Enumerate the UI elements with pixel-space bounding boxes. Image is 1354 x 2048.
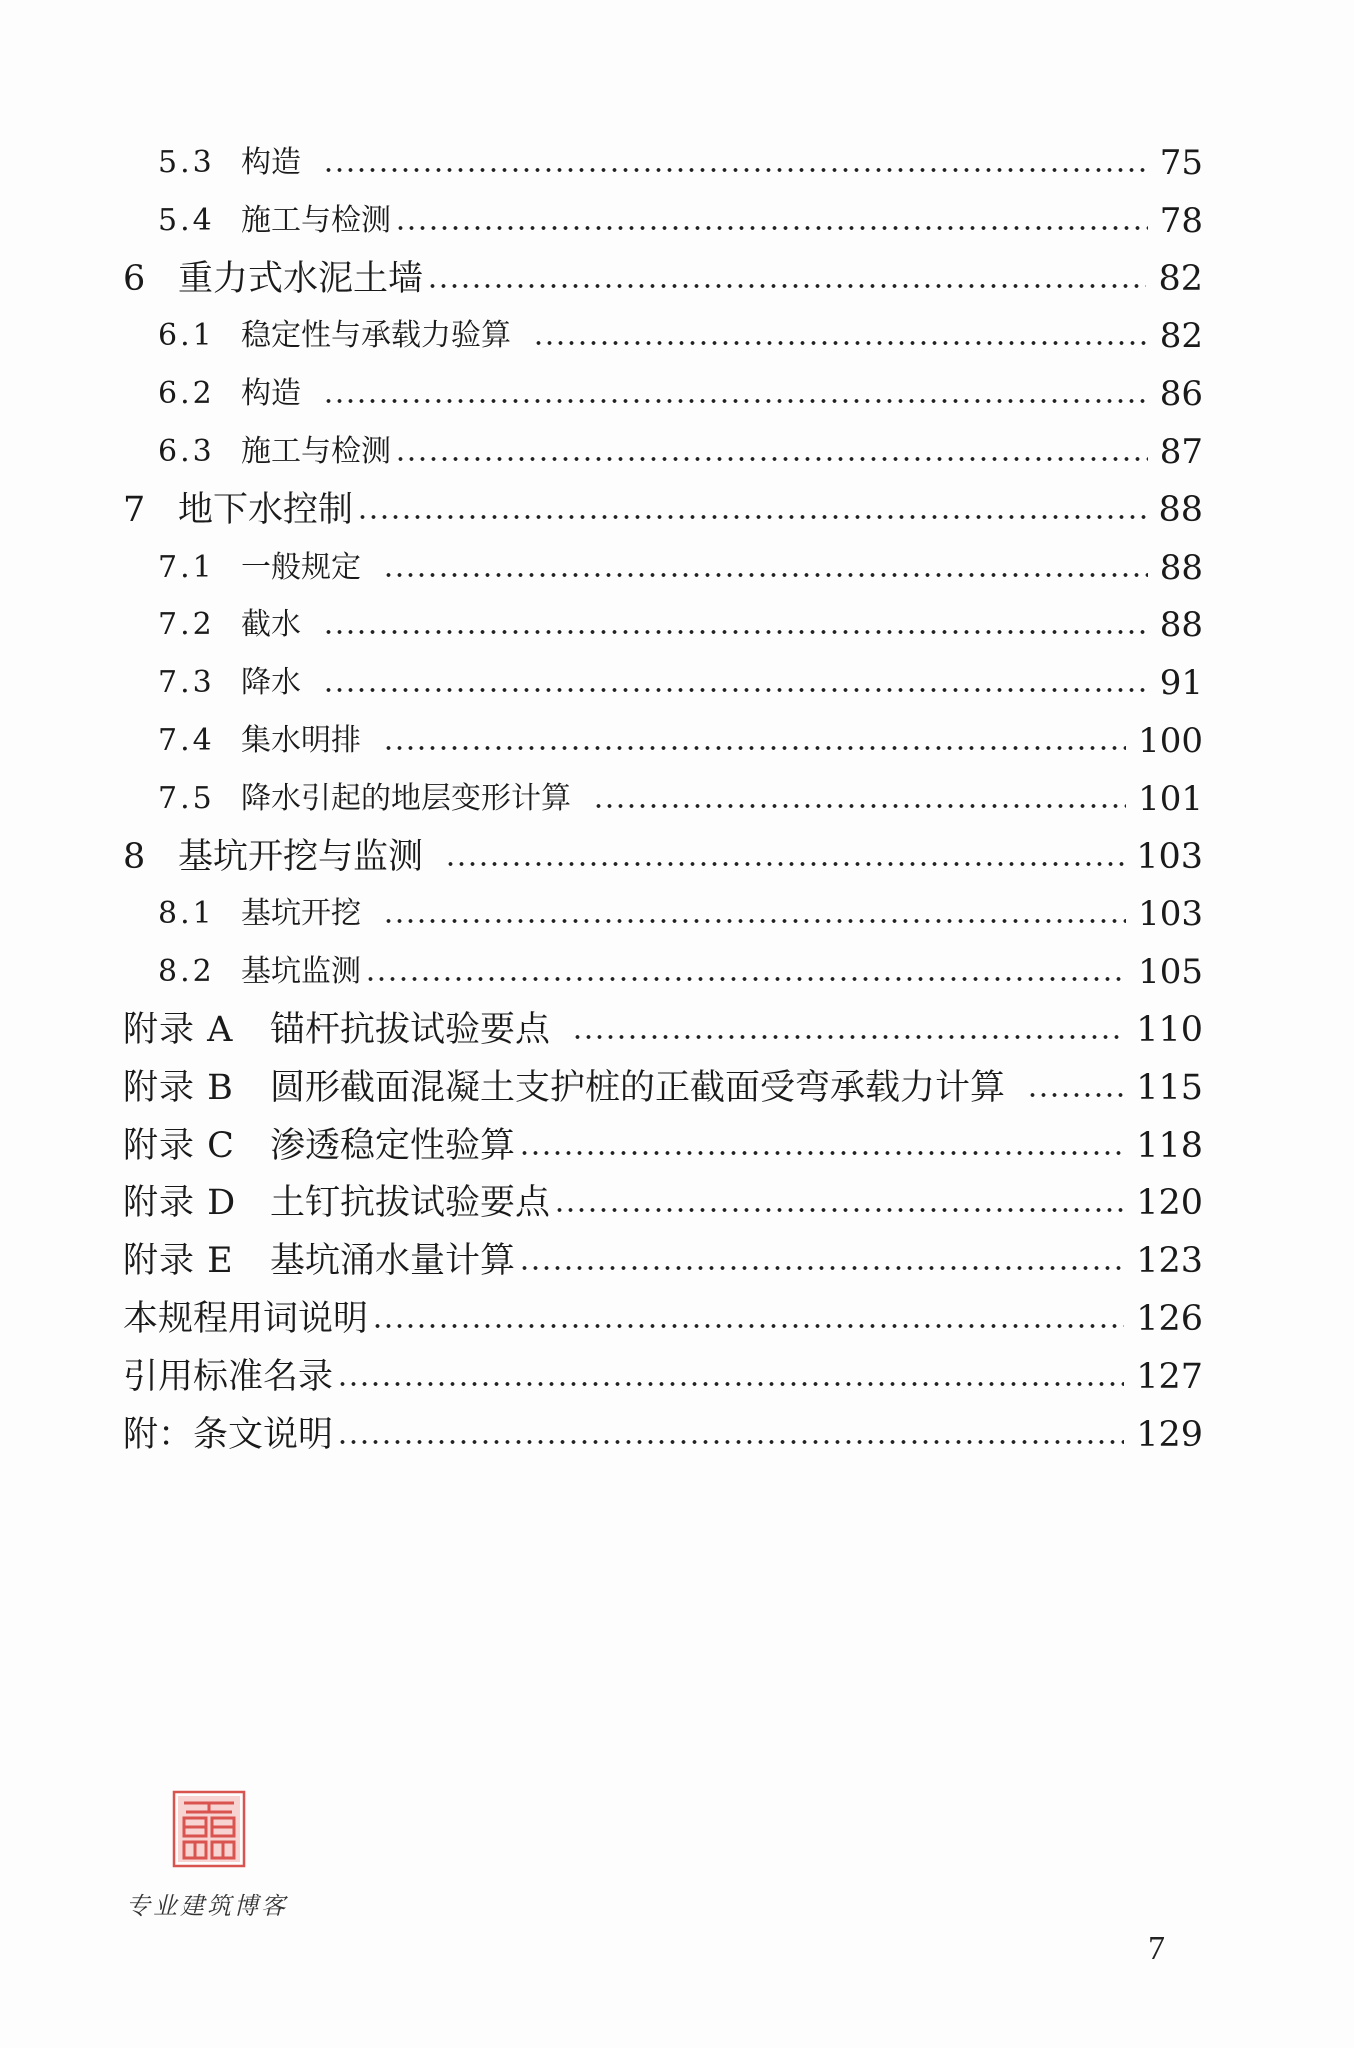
toc-entry-title: 降水引起的地层变形计算 [241,780,571,816]
toc-entry-page: 101 [1138,778,1203,819]
toc-entry-number: 5.3 [158,145,215,180]
toc-entry-page: 118 [1136,1125,1203,1166]
toc-entry-title: 附：条文说明 [123,1414,334,1455]
toc-entry-title: 重力式水泥土墙 [178,258,424,299]
toc-entry-title: 稳定性与承载力验算 [241,318,511,354]
toc-entry[interactable] [0,1409,1354,1461]
toc-entry-page: 126 [1136,1299,1203,1339]
toc-entry[interactable] [0,1293,1354,1345]
toc-entry-number: 5.4 [158,202,215,238]
toc-entry[interactable] [0,888,1354,940]
toc-dot-leader [337,1382,1124,1386]
toc-entry-number: 7.4 [158,723,215,758]
toc-entry-page: 88 [1159,605,1203,646]
toc-dot-leader [323,168,1148,172]
toc-entry-page: 82 [1159,316,1203,357]
toc-entry-page: 115 [1136,1067,1203,1108]
toc-dot-leader [395,457,1148,461]
toc-entry-page: 78 [1159,200,1203,241]
toc-entry-title: 构造 [241,376,301,412]
toc-entry[interactable] [0,1177,1354,1229]
toc-entry[interactable] [0,253,1354,305]
toc-entry-page: 120 [1136,1183,1203,1224]
toc-entry-title: 基坑监测 [241,954,361,990]
toc-entry-number: 附录 B [123,1067,234,1108]
toc-entry[interactable] [0,1120,1354,1172]
toc-entry-number: 6.1 [158,318,215,354]
toc-entry-number: 7.1 [158,549,215,585]
toc-entry-page: 129 [1136,1414,1203,1455]
toc-entry-number: 6.3 [158,434,215,469]
toc-entry[interactable] [0,426,1354,478]
toc-dot-leader [445,862,1124,866]
toc-entry-title: 锚杆抗拔试验要点 [270,1010,551,1050]
toc-entry-title: 基坑开挖 [241,896,361,932]
toc-entry[interactable] [0,137,1354,189]
toc-dot-leader [519,1266,1124,1270]
watermark [126,1790,296,1940]
toc-dot-leader [357,515,1146,519]
toc-entry-page: 123 [1136,1241,1203,1282]
toc-entry-title: 集水明排 [241,723,361,758]
toc-entry-title: 基坑涌水量计算 [270,1241,516,1282]
toc-entry-page: 88 [1159,547,1203,588]
toc-entry-number: 7 [123,489,147,530]
toc-entry[interactable] [0,1351,1354,1403]
toc-entry[interactable] [0,368,1354,420]
toc-entry[interactable] [0,657,1354,709]
toc-dot-leader [337,1440,1124,1444]
toc-dot-leader [323,688,1148,692]
toc-entry[interactable] [0,773,1354,825]
toc-entry-number: 8.1 [158,896,215,932]
toc-entry-page: 88 [1158,489,1203,530]
toc-dot-leader [427,284,1146,288]
toc-entry-page: 91 [1159,663,1203,704]
toc-entry-title: 截水 [241,607,301,643]
page-number: 7 [1148,1930,1165,1967]
toc-entry-number: 附录 C [123,1125,235,1166]
toc-entry-title: 本规程用词说明 [123,1299,369,1339]
toc-dot-leader [323,399,1148,403]
toc-entry-page: 75 [1159,143,1203,183]
toc-entry-title: 降水 [241,665,301,701]
toc-entry-page: 103 [1136,836,1203,877]
toc-entry-number: 6 [123,258,147,299]
toc-entry-page: 100 [1138,721,1203,761]
toc-dot-leader [533,341,1148,345]
seal-stamp-icon [172,1790,246,1868]
toc-entry-page: 127 [1136,1356,1203,1397]
toc-entry-title: 土钉抗拔试验要点 [270,1183,551,1224]
toc-dot-leader [593,804,1126,808]
toc-entry[interactable] [0,831,1354,883]
toc-entry[interactable] [0,310,1354,362]
toc-entry-page: 110 [1136,1010,1203,1050]
toc-entry-title: 地下水控制 [178,489,354,530]
toc-entry[interactable] [0,599,1354,651]
toc-entry-number: 附录 D [123,1183,237,1224]
toc-entry-number: 附录 A [123,1010,234,1050]
watermark-caption: 专业建筑博客 [126,1892,288,1920]
toc-entry-title: 一般规定 [241,549,361,585]
toc-entry[interactable] [0,715,1354,767]
toc-dot-leader [1027,1093,1124,1097]
toc-dot-leader [383,573,1148,577]
toc-entry[interactable] [0,195,1354,247]
toc-dot-leader [519,1151,1124,1155]
toc-entry-title: 渗透稳定性验算 [270,1125,516,1166]
toc-entry-title: 构造 [241,145,301,180]
toc-dot-leader [365,977,1126,981]
toc-entry-title: 基坑开挖与监测 [178,836,424,877]
toc-entry-page: 86 [1159,374,1203,415]
toc-dot-leader [383,746,1126,750]
toc-entry-number: 7.5 [158,780,215,816]
toc-dot-leader [395,226,1148,230]
toc-entry[interactable] [0,542,1354,594]
toc-entry-title: 施工与检测 [241,202,391,238]
toc-entry-page: 103 [1138,894,1203,935]
toc-entry-title: 引用标准名录 [123,1356,334,1397]
toc-dot-leader [372,1324,1124,1328]
toc-entry-number: 7.3 [158,665,215,701]
toc-entry-number: 8 [123,836,147,877]
toc-dot-leader [572,1035,1124,1039]
toc-entry-page: 82 [1158,258,1203,299]
toc-entry[interactable] [0,1235,1354,1287]
toc-entry[interactable] [0,484,1354,536]
toc-dot-leader [554,1208,1124,1212]
toc-entry[interactable] [0,1004,1354,1056]
toc-entry-title: 施工与检测 [241,434,391,469]
toc-entry[interactable] [0,1062,1354,1114]
toc-entry-page: 105 [1138,952,1203,993]
toc-entry-number: 6.2 [158,376,215,412]
toc-entry-number: 7.2 [158,607,215,643]
toc-entry-number: 8.2 [158,954,215,990]
toc-dot-leader [383,919,1126,923]
toc-dot-leader [323,630,1148,634]
toc-entry-page: 87 [1159,432,1203,472]
toc-entry-title: 圆形截面混凝土支护桩的正截面受弯承载力计算 [270,1067,1006,1108]
toc-entry[interactable] [0,946,1354,998]
toc-entry-number: 附录 E [123,1241,234,1282]
